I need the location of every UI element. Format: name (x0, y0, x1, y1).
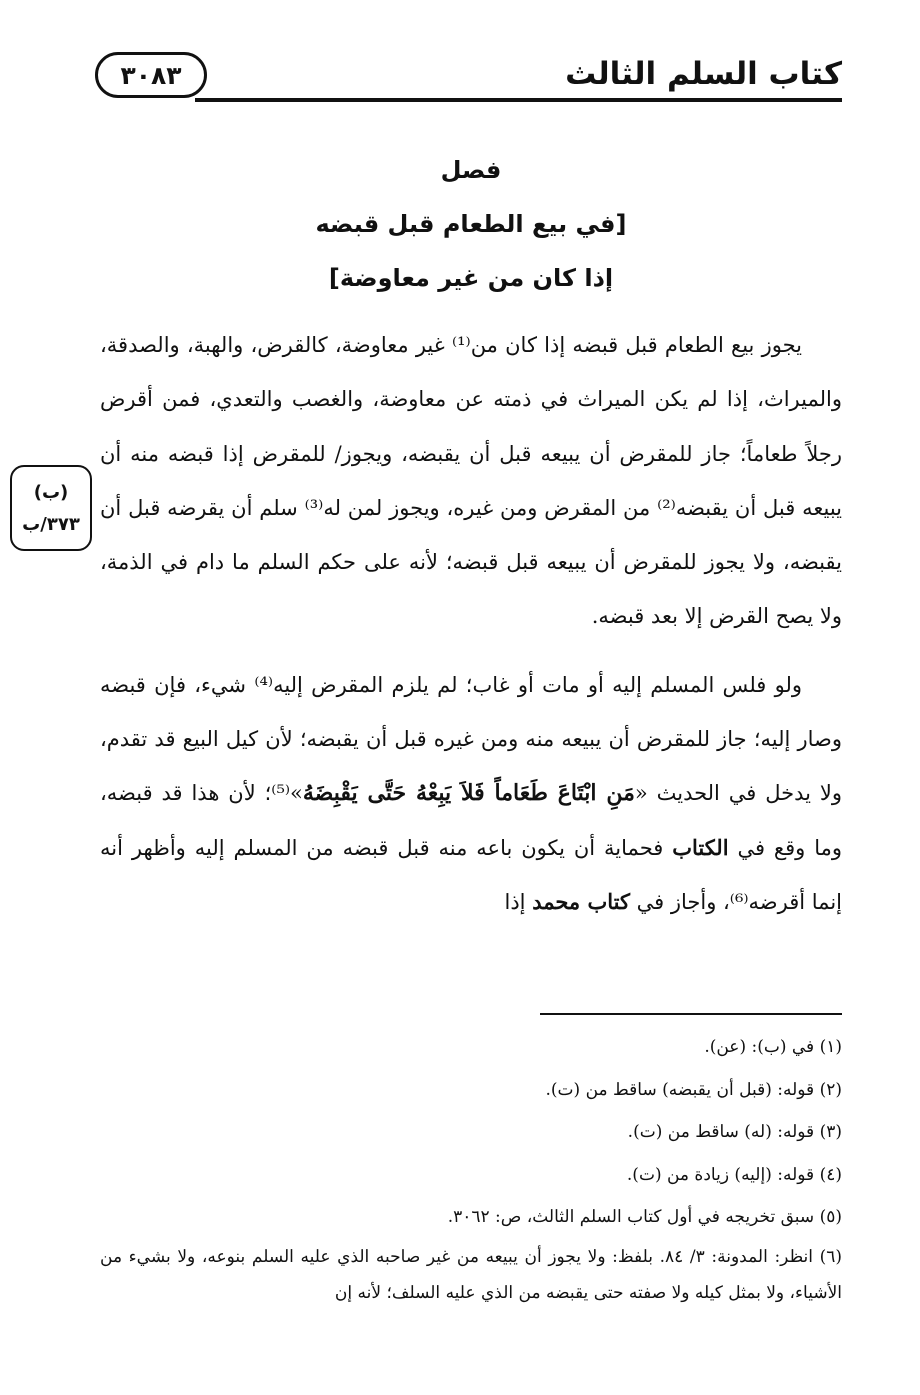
manuscript-margin-note (10, 465, 92, 551)
keyword-kitab: الكتاب (672, 834, 729, 860)
margin-note-line1: (ب) (33, 482, 69, 503)
margin-note-line2: ٣٧٣/ب (22, 514, 80, 535)
footnote-4: (٤) قوله: (إليه) زيادة من (ت). (626, 1164, 842, 1185)
paragraph-2-part2: »⁽⁵⁾؛ لأن هذا قد قبضه، وما وقع في (100, 781, 842, 860)
section-title-line1: [في بيع الطعام قبل قبضه (315, 210, 627, 238)
footnote-1: (١) في (ب): (عن). (704, 1037, 842, 1057)
footnote-separator (540, 1013, 842, 1015)
main-text (100, 318, 842, 929)
section-headings (100, 143, 842, 305)
header-rule (195, 98, 842, 102)
footnote-2: (٢) قوله: (قبل أن يقبضه) ساقط من (ت). (545, 1079, 842, 1100)
paragraph-1: يجوز بيع الطعام قبل قبضه إذا كان من⁽¹⁾ غير معاوضة، كالقرض، والهبة، والصدقة، والميراث، إذا لم يكن الميراث في ذمته عن معاوضة، والغصب والتعدي، فمن أقرض رجلاً طعاماً؛ جاز للمقرض أن يبيعه قبل أن يقبضه، ويجوز/ للمقرض إذا قبضه منه أن يبيعه قبل أن يقبضه⁽²⁾ من المقرض ومن غيره، ويجوز لمن له⁽³⁾ سلم أن يقرضه قبل أن يقبضه، ولا يجوز للمقرض أن يبيعه قبل قبضه؛ لأنه على حكم السلم ما دام في الذمة، ولا يصح القرض إلا بعد قبضه. (100, 333, 843, 629)
page-number: ٣٠٨٣ (95, 52, 207, 98)
page-header (95, 52, 842, 104)
keyword-kitab-muhammad: كتاب محمد (532, 888, 630, 914)
paragraph-2-part4: إذا (504, 889, 533, 914)
book-title: كتاب السلم الثالث (565, 56, 842, 92)
footnote-3: (٣) قوله: (له) ساقط من (ت). (627, 1122, 842, 1142)
paragraph-2-part1: ولو فلس المسلم إليه أو مات أو غاب؛ لم يلزم المقرض إليه⁽⁴⁾ شيء، فإن قبضه وصار إليه؛ جاز للمقرض أن يبيعه منه ومن غيره قبل أن يقبضه؛ لأن كيل البيع قد تقدم، ولا يدخل في الحديث « (100, 672, 842, 806)
footnotes (100, 1026, 842, 1311)
footnote-6: (٦) انظر: المدونة: ٣/ ٨٤. بلفظ: ولا يجوز أن يبيعه من غير صاحبه الذي عليه السلم بنوعه، ولا بشيء من الأشياء، ولا بمثل كيله ولا صفته حتى يقبضه من الذي عليه السلف؛ لأنه إن (100, 1246, 842, 1303)
footnote-5: (٥) سبق تخريجه في أول كتاب السلم الثالث، ص: ٣٠٦٢. (447, 1207, 842, 1227)
paragraph-2-part3: فحماية أن يكون باعه منه قبل قبضه من المسلم إليه وأظهر أنه إنما أقرضه⁽⁶⁾، وأجاز في (100, 835, 842, 914)
section-heading: فصل (440, 156, 502, 184)
section-title-line2: إذا كان من غير معاوضة] (328, 264, 614, 292)
hadith-quote: مَنِ ابْتَاعَ طَعَاماً فَلاَ يَبِعْهُ حَتَّى يَقْبِضَهُ (302, 780, 635, 807)
paragraph-2 (100, 658, 842, 929)
